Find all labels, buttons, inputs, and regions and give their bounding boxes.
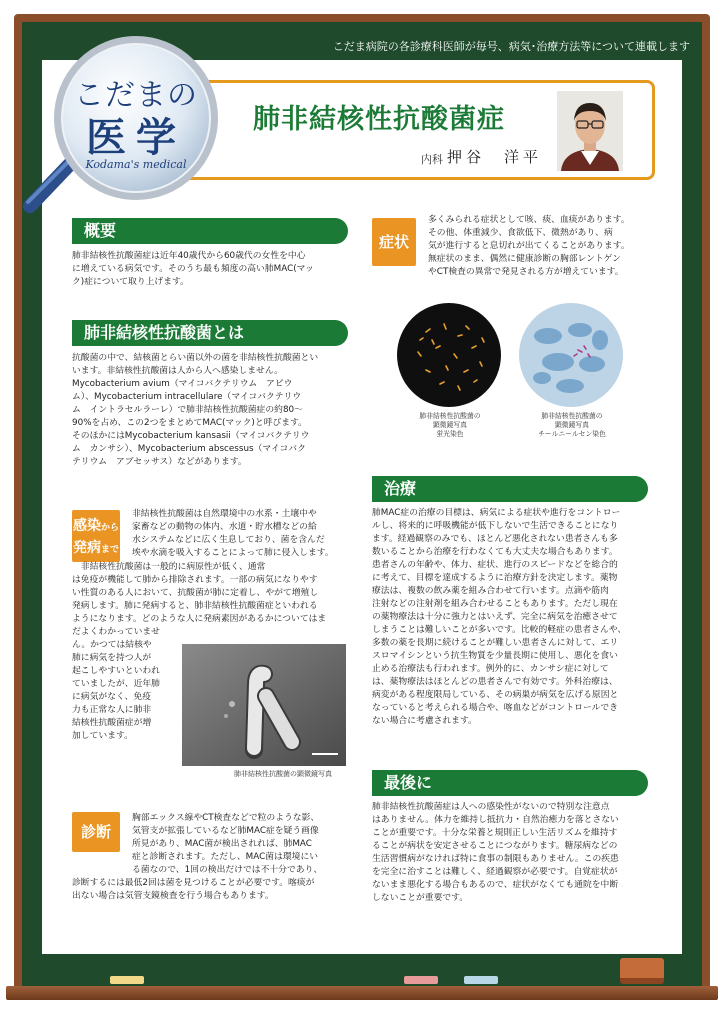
text-line: ム イントラセルラーレ）で肺非結核性抗酸菌症の約80～ — [72, 405, 303, 415]
text-line: 出ない場合は気管支鏡検査を行う場合もあります。 — [72, 891, 274, 901]
text-line: 療法は、複数の飲み薬を組み合わせて行います。点滴や筋肉 — [372, 586, 609, 596]
text-line: ん。かつては結核や — [72, 640, 152, 650]
caption-line: 顕微鏡写真 — [433, 421, 467, 429]
text-line: 気管支が拡張しているなど肺MAC症を疑う画像 — [132, 826, 319, 836]
eraser — [620, 958, 664, 984]
text-line: 起こしやすいといわれ — [72, 666, 160, 676]
about-heading: 肺非結核性抗酸菌とは — [72, 320, 348, 346]
text-line: います。非結核性抗酸菌は人から人へ感染しません。 — [72, 366, 283, 376]
logo-text-main: 医学 — [86, 114, 186, 161]
infection-tag — [72, 510, 120, 562]
text-line: に考えて、目標を達成するように治療方針を決定します。薬物 — [372, 573, 618, 583]
fluorescent-stain-photo — [396, 302, 502, 408]
text-line: 胸部エックス線やCT検査などで粒のような影、 — [132, 813, 320, 823]
text-line: なっていると考えられる場合や、喀血などがコントロールでき — [372, 703, 618, 713]
ziehl-neelsen-caption — [522, 412, 622, 439]
text-line: 止める治療法も行われます。例外的に、カンサシ症に対して — [372, 664, 609, 674]
diagnosis-intro-text — [132, 812, 352, 877]
fluorescent-caption — [400, 412, 500, 439]
text-line: ることが病状を安定させることにつながります。糖尿病などの — [372, 841, 618, 851]
text-line: ない場合に考慮されます。 — [372, 716, 477, 726]
text-line: 気が進行すると息切れが出てくることがあります。 — [428, 241, 630, 251]
diagnosis-text — [72, 877, 352, 903]
tag-text-small: まで — [100, 545, 119, 555]
text-line: 生活習慣病がなければ特に食事の制限もありません。この疾患 — [372, 854, 619, 864]
text-line: 家畜などの動物の体内、水道・貯水槽などの給 — [132, 522, 317, 532]
tag-text-small: から — [100, 523, 119, 533]
chalk-ledge — [6, 986, 718, 1000]
logo-subtitle: Kodama's medical — [85, 158, 187, 171]
text-line: 結核性抗酸菌症が増 — [72, 718, 152, 728]
text-line: その他、体重減少、食欲低下、微熱があり、病 — [428, 228, 613, 238]
text-line: ム）、Mycobacterium intracellulare（マイコバクテリウ — [72, 392, 302, 402]
text-line: テリウム アブセッサス）などがあります。 — [72, 457, 247, 467]
caption-line: 肺非結核性抗酸菌の — [541, 412, 603, 420]
series-banner: こだま病院の各診療科医師が毎号、病気･治療方法等について連載します — [332, 40, 690, 53]
treatment-heading: 治療 — [372, 476, 648, 502]
caption-line: 蛍光染色 — [436, 430, 464, 438]
infection-intro-text — [132, 508, 352, 560]
text-line: 患者さんの年齢や、体力、症状、進行のスピードなどを総合的 — [372, 560, 618, 570]
text-line: 無症状のまま、偶然に健康診断の胸部レントゲン — [428, 254, 621, 264]
blue-chalk — [464, 976, 498, 984]
text-line: 肺MAC症の治療の目標は、病気による症状や進行をコントロー — [372, 508, 621, 518]
tag-text: 発病 — [72, 540, 101, 556]
text-line: 加しています。 — [72, 731, 133, 741]
caption-line: 顕微鏡写真 — [555, 421, 589, 429]
text-line: 90%を占め、この2つをまとめてMAC(マック)と呼びます。 — [72, 418, 307, 428]
text-line: る菌なので、1回の検出だけでは不十分であり、 — [132, 865, 323, 875]
infection-side-text — [72, 626, 180, 743]
pink-chalk — [404, 976, 438, 984]
conclusion-text — [372, 801, 654, 905]
text-line: は、薬物療法はほとんどの患者さんで有効です。外科治療は、 — [372, 677, 618, 687]
symptoms-text — [428, 214, 654, 279]
text-line: はありません。体力を維持し抵抗力・自然治癒力を落とさない — [372, 815, 619, 825]
text-line: ます。経過観察のみでも、ほとんど悪化されない患者さんも多 — [372, 534, 618, 544]
text-line: Mycobacterium avium（マイコバクテリウム アビウ — [72, 379, 293, 389]
tag-text: 感染 — [72, 518, 101, 534]
text-line: 注射などの注射剤を組み合わせることもあります。ただし現在 — [372, 599, 618, 609]
text-line: スロマイシンという抗生物質を少量長期に使用し、悪化を食い — [372, 651, 618, 661]
text-line: 埃や水滴を吸入することによって肺に侵入します。 — [132, 548, 334, 558]
text-line: ないまま悪化する場合もあるので、症状がなくても通院を中断 — [372, 880, 619, 890]
symptoms-tag: 症状 — [372, 218, 416, 266]
caption-line: 肺非結核性抗酸菌の — [419, 412, 481, 420]
text-line: ク)症について取り上げます。 — [72, 277, 189, 287]
about-text — [72, 352, 352, 469]
text-line: やCT検査の異常で発見される方が増えています。 — [428, 267, 624, 277]
ziehl-neelsen-photo — [518, 302, 624, 408]
text-line: しないことが重要です。 — [372, 893, 469, 903]
overview-heading: 概要 — [72, 218, 348, 244]
text-line: 肺非結核性抗酸菌症は近年40歳代から60歳代の女性を中心 — [72, 251, 306, 261]
author-name: 押谷 洋平 — [447, 148, 543, 166]
caption-line: チールニールセン染色 — [538, 430, 606, 438]
text-line: ルし、将来的に呼吸機能が低下しないで生活できることになり — [372, 521, 619, 531]
yellow-chalk — [110, 976, 144, 984]
logo-text-top: こだまの — [74, 78, 198, 113]
text-line: い性質のある人において、抗酸菌が肺に定着し、やがて増殖し — [72, 588, 319, 598]
text-line: に増えている病気です。そのうち最も頻度の高い肺MAC(マッ — [72, 264, 314, 274]
text-line: 多数の薬を長期に続けることが難しい患者さんに対して、エリ — [372, 638, 619, 648]
text-line: 力も正常な人に肺非 — [72, 705, 152, 715]
diagnosis-tag: 診断 — [72, 812, 120, 852]
text-line: 病変がある程度限局している、その病巣が病気を広げる原因と — [372, 690, 619, 700]
kodama-logo — [20, 14, 230, 214]
text-line: ていましたが、近年肺 — [72, 679, 160, 689]
infection-text — [72, 561, 352, 626]
text-line: 所見があり、MAC菌が検出されれば、肺MAC — [132, 839, 312, 849]
bacteria-sem-photo — [182, 644, 346, 766]
text-line: 肺非結核性抗酸菌症は人への感染性がないので特別な注意点 — [372, 802, 610, 812]
text-line: 非結核性抗酸菌は一般的に病原性が低く、通常 — [72, 562, 266, 572]
treatment-text — [372, 507, 654, 728]
text-line: ム カンサシ）、Mycobacterium abscessus（マイコバク — [72, 444, 306, 454]
text-line: を完全に治すことは難しく、経過観察が必要です。自覚症状が — [372, 867, 618, 877]
text-line: 数いることから治療を行わなくても大丈夫な場合もあります。 — [372, 547, 618, 557]
text-line: ようになります。どのような人に発病素因があるかについてはま — [72, 614, 327, 624]
sem-caption: 肺非結核性抗酸菌の顕微鏡写真 — [234, 770, 332, 778]
text-line: しまうことは難しいことが多いです。比較的軽症の患者さんや、 — [372, 625, 627, 635]
overview-text — [72, 250, 352, 289]
conclusion-heading: 最後に — [372, 770, 648, 796]
text-line: 水システムなどに広く生息しており、菌を含んだ — [132, 535, 325, 545]
text-line: に病気がなく、免疫 — [72, 692, 151, 702]
text-line: 非結核性抗酸菌は自然環境中の水系・土壌中や — [132, 509, 317, 519]
text-line: 診断するには最低2回は菌を見つけることが必要です。喀痰が — [72, 878, 315, 888]
title-box — [180, 80, 655, 180]
text-line: だよくわかっていませ — [72, 627, 160, 637]
article-title: 肺非結核性抗酸菌症 — [253, 104, 505, 135]
text-line: そのほかにはMycobacterium kansasii（マイコバクテリウ — [72, 431, 310, 441]
doctor-portrait — [557, 91, 623, 171]
text-line: 抗酸菌の中で、結核菌とらい菌以外の菌を非結核性抗酸菌とい — [72, 353, 319, 363]
text-line: ことが重要です。十分な栄養と規則正しい生活リズムを維持す — [372, 828, 618, 838]
text-line: 多くみられる症状として咳、痰、血痰があります。 — [428, 215, 630, 225]
text-line: は免疫が機能して肺から排除されます。一部の病気になりやす — [72, 575, 318, 585]
text-line: の薬物療法は十分に強力とはいえず、完全に病気を治癒させて — [372, 612, 618, 622]
department: 内科 — [421, 153, 443, 166]
text-line: 症と診断されます。ただし、MAC菌は環境にい — [132, 852, 319, 862]
text-line: 発病します。肺に発病すると、肺非結核性抗酸菌症といわれる — [72, 601, 318, 611]
text-line: 肺に病気を持つ人が — [72, 653, 152, 663]
